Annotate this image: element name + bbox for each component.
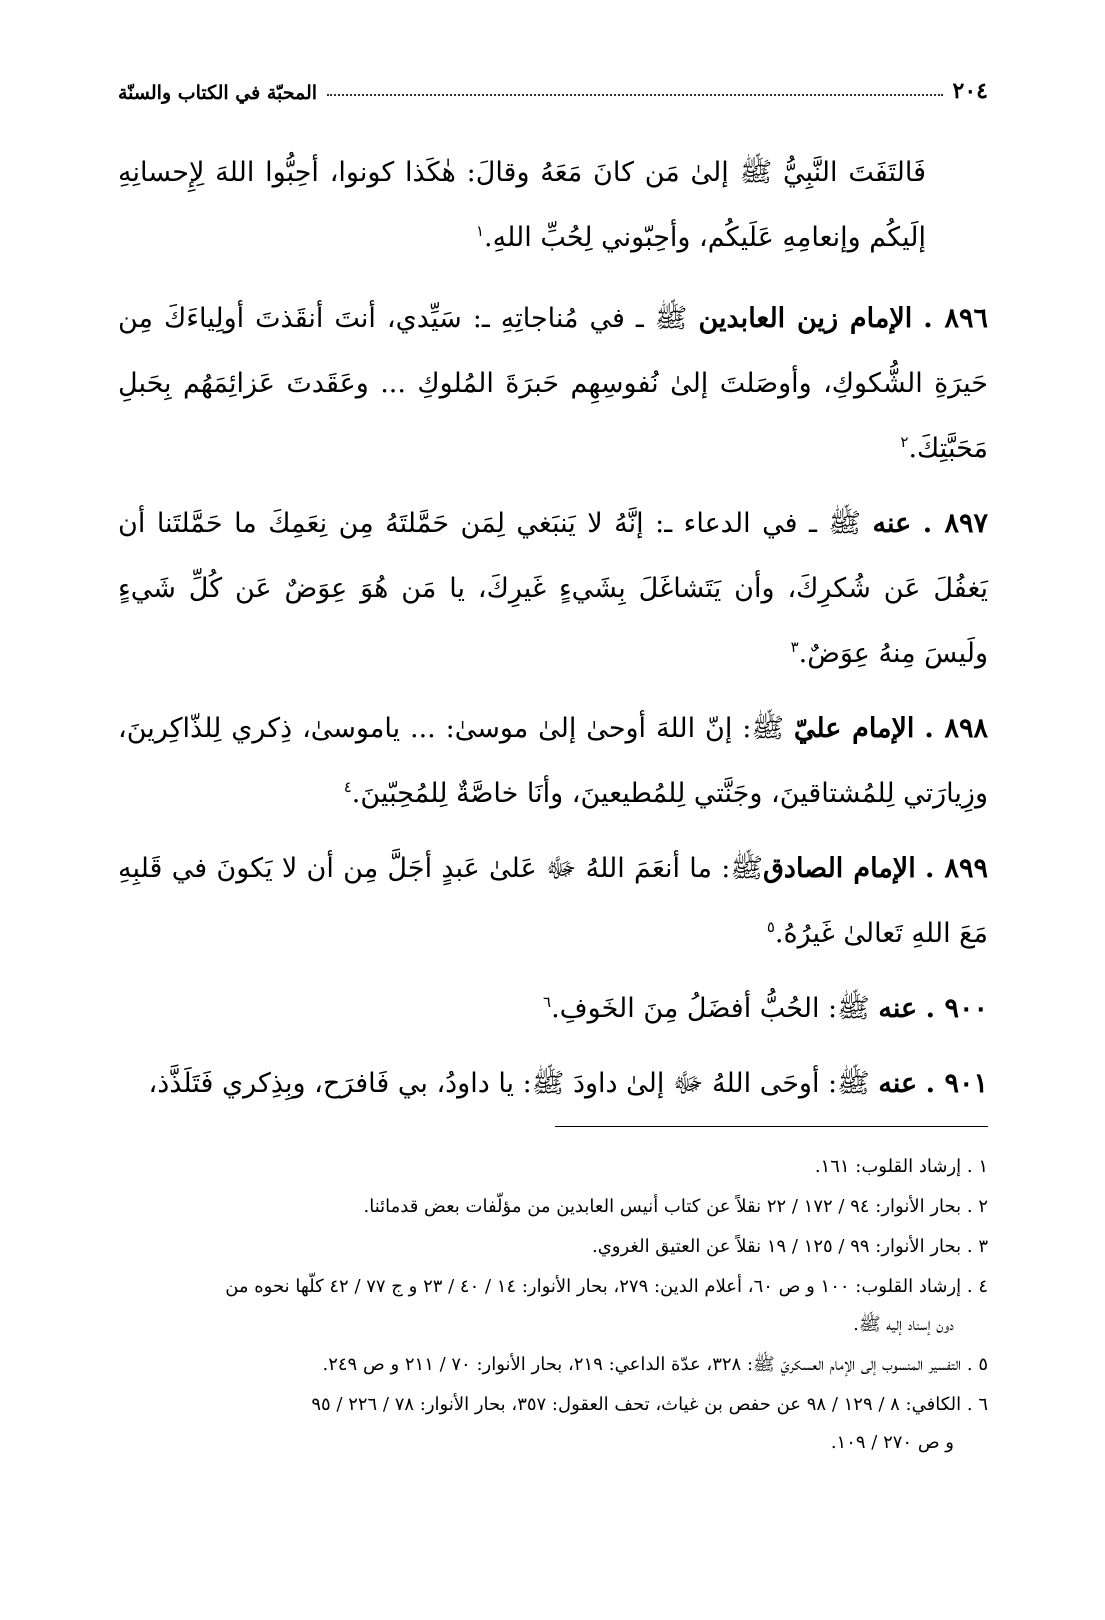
hadith-text: ﷺ: إنّ اللهَ أوحىٰ إلىٰ موسىٰ: ... ياموسىٰ، ذِكري لِلذّاكِرينَ، وزِيارَتي لِلمُشتاقينَ، وجَنَّتي لِلمُطيعينَ، وأنَا خاصَّةٌ لِلمُحِبّينَ. bbox=[118, 713, 988, 809]
footnote-continuation: دون إسناد إليه ﷺ. bbox=[853, 1314, 954, 1335]
intro-paragraph bbox=[118, 140, 988, 270]
hadith-text: ﷺ ـ في الدعاء ـ: إنَّهُ لا يَنبَغي لِمَن حَمَّلتَهُ مِن نِعَمِكَ ما حَمَّلتَنا أن يَغفُلَ عَن شُكرِكَ، وأن يَتَشاغَلَ بِشَيءٍ غَيرِكَ، يا مَن هُوَ عِوَضٌ عَن كُلِّ شَيءٍ ولَيسَ مِنهُ عِوَضٌ. bbox=[118, 508, 988, 669]
footnote-5 bbox=[118, 1346, 988, 1384]
footnote-ref: ٤ bbox=[343, 778, 352, 796]
footnote-marker: ٥ . bbox=[966, 1354, 988, 1375]
hadith-896 bbox=[118, 286, 988, 481]
hadith-speaker: الإمام الصادق bbox=[762, 853, 916, 884]
footnote-text: بحار الأنوار: ٩٩ / ١٢٥ / ١٩ نقلاً عن العتيق الغروي. bbox=[591, 1236, 962, 1257]
footnote-ref: ٢ bbox=[900, 433, 909, 451]
footnote-text: إرشاد القلوب: ١٠٠ و ص ٦٠، أعلام الدين: ٢٧٩، بحار الأنوار: ١٤ / ٤٠ / ٢٣ و ج ٧٧ / ٤٢ كلّها نحوه من bbox=[225, 1276, 962, 1297]
footnote-2 bbox=[118, 1188, 988, 1226]
hadith-text: ﷺ ـ في مُناجاتِهِ ـ: سَيِّدي، أنتَ أنقَذتَ أولِياءَكَ مِن حَيرَةِ الشُّكوكِ، وأوصَلتَ إلىٰ نُفوسِهِم حَبرَةَ المُلوكِ ... وعَقَدتَ عَزائِمَهُم بِحَبلِ مَحَبَّتِكَ. bbox=[118, 303, 988, 464]
footnote-1 bbox=[118, 1148, 988, 1186]
footnote-4 bbox=[118, 1268, 988, 1344]
footnote-6 bbox=[118, 1386, 988, 1462]
hadith-speaker: عنه bbox=[878, 993, 918, 1024]
footnote-marker: ٦ . bbox=[966, 1394, 988, 1415]
footnote-text: التفسير المنسوب إلى الإمام العسكريّ ﷺ: ٣٢٨، عدّة الداعي: ٢١٩، بحار الأنوار: ٧٠ / ٢١١ و ص ٢٤٩. bbox=[322, 1354, 962, 1375]
footnote-marker: ٤ . bbox=[966, 1276, 988, 1297]
hadith-speaker: الإمام زين العابدين bbox=[698, 303, 913, 334]
hadith-897 bbox=[118, 491, 988, 686]
footnote-3 bbox=[118, 1228, 988, 1266]
hadith-898 bbox=[118, 696, 988, 826]
hadith-number: ٩٠٠ . bbox=[925, 993, 988, 1024]
hadith-speaker: عنه bbox=[878, 1068, 918, 1099]
footnote-marker: ١ . bbox=[966, 1156, 988, 1177]
hadith-number: ٨٩٨ . bbox=[924, 713, 988, 744]
footnote-ref: ١ bbox=[475, 222, 485, 240]
hadith-901 bbox=[118, 1051, 988, 1116]
footnote-marker: ٣ . bbox=[966, 1236, 988, 1257]
hadith-text: ﷺ: ما أنعَمَ اللهُ ﷻ عَلىٰ عَبدٍ أجَلَّ مِن أن لا يَكونَ في قَلبِهِ مَعَ اللهِ تَعالىٰ غَيرُهُ. bbox=[118, 853, 988, 949]
footnotes bbox=[118, 1148, 988, 1464]
footnote-ref: ٦ bbox=[543, 993, 552, 1011]
hadith-number: ٨٩٩ . bbox=[924, 853, 988, 884]
footnote-divider bbox=[555, 1126, 988, 1127]
hadith-900 bbox=[118, 976, 988, 1041]
hadith-number: ٩٠١ . bbox=[925, 1068, 988, 1099]
hadith-text: ﷺ: الحُبُّ أفضَلُ مِنَ الخَوفِ. bbox=[551, 993, 879, 1024]
page-number: ٢٠٤ bbox=[952, 78, 988, 104]
hadith-text: ﷺ: أوحَى اللهُ ﷻ إلىٰ داودَ ﷺ: يا داودُ، بي فَافرَح، وبِذِكري فَتَلَذَّذ، bbox=[148, 1068, 879, 1099]
page-header bbox=[118, 68, 988, 104]
footnote-continuation: و ص ٢٧٠ / ١٠٩. bbox=[830, 1432, 954, 1453]
footnote-text: بحار الأنوار: ٩٤ / ١٧٢ / ٢٢ نقلاً عن كتاب أنيس العابدين من مؤلّفات بعض قدمائنا. bbox=[363, 1196, 962, 1217]
main-text bbox=[118, 140, 988, 1126]
header-dotted-leader bbox=[327, 94, 942, 96]
footnote-ref: ٥ bbox=[766, 918, 775, 936]
hadith-number: ٨٩٦ . bbox=[923, 303, 988, 334]
hadith-number: ٨٩٧ . bbox=[922, 508, 988, 539]
hadith-899 bbox=[118, 836, 988, 966]
footnote-text: إرشاد القلوب: ١٦١. bbox=[814, 1156, 962, 1177]
running-title: المحبّة في الكتاب والسنّة bbox=[118, 82, 318, 104]
footnote-ref: ٣ bbox=[790, 638, 799, 656]
footnote-text: الكافي: ٨ / ١٢٩ / ٩٨ عن حفص بن غياث، تحف العقول: ٣٥٧، بحار الأنوار: ٧٨ / ٢٢٦ / ٩٥ bbox=[311, 1394, 962, 1415]
footnote-marker: ٢ . bbox=[966, 1196, 988, 1217]
hadith-speaker: عنه bbox=[872, 508, 912, 539]
intro-text: فَالتَفَتَ النَّبِيُّ ﷺ إلىٰ مَن كانَ مَعَهُ وقالَ: هٰكَذا كونوا، أحِبُّوا اللهَ لِإِحسانِهِ إلَيكُم وإنعامِهِ عَلَيكُم، وأحِبّوني لِحُبِّ اللهِ. bbox=[118, 157, 926, 253]
hadith-speaker: الإمام عليّ bbox=[793, 713, 915, 744]
